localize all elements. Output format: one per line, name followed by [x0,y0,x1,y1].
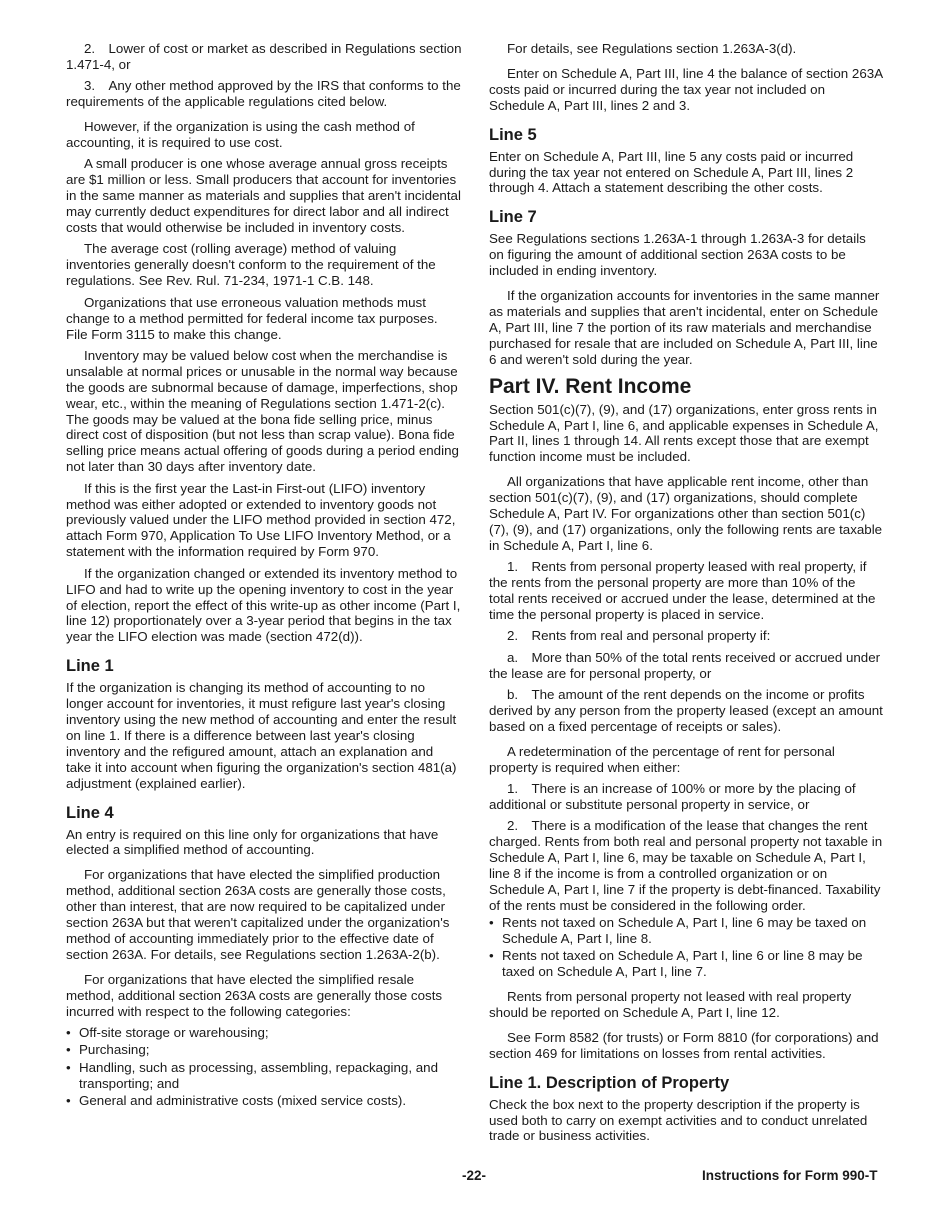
paragraph: All organizations that have applicable rent income, other than section 501(c)(7), (9), and (17) organizations, should complete Schedule A, Part IV. For organizations other than section 501(c) (7), (9), and (17) organizations, only the following rents are taxable in Schedule A, Part I, line 6. [489,474,883,553]
paragraph: Enter on Schedule A, Part III, line 5 any costs paid or incurred during the tax year not entered on Schedule A, Part III, lines 2 through 4. Attach a statement describing the other costs. [489,148,854,196]
bullet-item: • Purchasing; [66,1042,462,1058]
paragraph: 2. There is a modification of the lease that changes the rent charged. Rents from both real and personal property not taxable in Schedule A, Part I, line 6, may be taxable on Schedule A, Part I, line 8 if the income is from a controlled organization or on Schedule A, Part I, line 7 if the property is debt-financed. Taxability of the rents must be considered in the following order. [489,818,883,913]
paragraph: A redetermination of the percentage of rent for personal property is required when either: [489,743,835,775]
paragraph: For organizations that have elected the simplified resale method, additional section 263A costs are generally those costs incurred with respect to the following categories: [66,971,443,1019]
paragraph: Enter on Schedule A, Part III, line 4 the balance of section 263A costs paid or incurred during the tax year not included on Schedule A, Part III, lines 2 and 3. [489,65,883,113]
heading-part-iv: Part IV. Rent Income [489,374,692,398]
paragraph: Section 501(c)(7), (9), and (17) organizations, enter gross rents in Schedule A, Part I, line 6, and applicable expenses in Schedule A, Part II, lines 1 through 14. All rents except those that are exempt function income must be included. [489,401,879,465]
bullet-item: • Rents not taxed on Schedule A, Part I, line 6 or line 8 may be taxed on Schedule A, Part I, line 7. [489,948,884,980]
paragraph: a. More than 50% of the total rents received or accrued under the lease are for personal property, or [489,649,881,681]
form-title: Instructions for Form 990-T [702,1168,878,1183]
heading-line-1-description: Line 1. Description of Property [489,1073,730,1092]
paragraph: 2. Rents from real and personal property if: [507,628,771,644]
right-column [489,41,884,1150]
paragraph: Inventory may be valued below cost when the merchandise is unsalable at normal prices or unusable in the normal way because the goods are subnormal because of damage, imperfections, shop wear, etc., within the meaning of Regulations section 1.471-2(c). The goods may be valued at the bona fide selling price, minus direct cost of disposition (but not less than scrap value). Bona fide selling price means actual offering of goods during a period ending not later than 30 days after inventory date. [66,347,459,475]
paragraph: If the organization changed or extended its inventory method to LIFO and had to write up the opening inventory to cost in the year of election, report the effect of this write-up as other income (Part I, line 12) proportionately over a 3-year period that begins in the tax year the LIFO election was made (section 472(d)). [66,565,461,645]
bullet-item: • Handling, such as processing, assembling, repackaging, and transporting; and [66,1060,462,1092]
paragraph: The average cost (rolling average) method of valuing inventories generally doesn't conform to the requirement of the regulations. See Rev. Rul. 71-234, 1971-1 C.B. 148. [66,241,436,289]
paragraph: An entry is required on this line only for organizations that have elected a simplified method of accounting. [66,826,439,858]
paragraph: For organizations that have elected the simplified production method, additional section 263A costs are generally those costs, other than interest, that are now required to be capitalized under section 263A but that weren't capitalized under the organization's method of accounting immediately prior to the effective date of section 263A. For details, see Regulations section 1.263A-2(b). [66,867,450,962]
heading-line-4: Line 4 [66,803,114,822]
paragraph: See Form 8582 (for trusts) or Form 8810 (for corporations) and section 469 for limitations on losses from rental activities. [489,1029,879,1061]
bullet-item: • Off-site storage or warehousing; [66,1025,462,1041]
paragraph: 1. There is an increase of 100% or more by the placing of additional or substitute personal property in service, or [489,781,856,813]
paragraph: 3. Any other method approved by the IRS that conforms to the requirements of the applicable regulations cited below. [66,78,461,110]
paragraph: If this is the first year the Last-in First-out (LIFO) inventory method was either adopted or extended to inventory goods not previously valued under the LIFO method provided in section 472, attach Form 970, Application To Use LIFO Inventory Method, or a statement with the information required by Form 970. [66,480,456,560]
heading-line-5: Line 5 [489,125,537,144]
paragraph: A small producer is one whose average annual gross receipts are $1 million or less. Small producers that account for inventories in the same manner as materials and supplies that aren't incidental may currently deduct expenditures for direct labor and all indirect costs that would otherwise be included in inventory costs. [66,156,461,236]
paragraph: 2. Lower of cost or market as described in Regulations section 1.471-4, or [66,41,462,72]
heading-line-1: Line 1 [66,657,114,676]
paragraph: Rents from personal property not leased with real property should be reported on Schedule A, Part I, line 12. [489,989,852,1020]
bullet-item: • Rents not taxed on Schedule A, Part I, line 6 may be taxed on Schedule A, Part I, line 8. [489,915,884,947]
paragraph: Check the box next to the property description if the property is used both to carry on exempt activities and to conduct unrelated trade or business activities. [489,1096,868,1144]
paragraph: If the organization accounts for inventories in the same manner as materials and supplies that aren't incidental, enter on Schedule A, Part III, line 7 the portion of its raw materials and merchandise purchased for resale that are included on Schedule A, Part III, line 6 and weren't sold during the year. [489,288,880,367]
paragraph: See Regulations sections 1.263A-1 through 1.263A-3 for details on figuring the amount of additional section 263A costs to be included in ending inventory. [489,231,866,279]
paragraph: For details, see Regulations section 1.263A-3(d). [507,41,797,56]
left-column [66,41,462,1111]
paragraph: If the organization is changing its method of accounting to no longer account for inventories, it must refigure last year's closing inventory using the new method of accounting and enter the result on line 1. If there is a difference between last year's closing inventory and the refigured amount, attach an explanation and take it into account when figuring the organization's section 481(a) adjustment (explained earlier). [66,680,457,791]
paragraph: However, if the organization is using the cash method of accounting, it is required to use cost. [66,119,415,151]
page-number: -22- [462,1168,487,1183]
paragraph: 1. Rents from personal property leased with real property, if the rents from the personal property are more than 10% of the total rents received or accrued under the lease, determined at the time the personal property is placed in service. [489,559,876,622]
bullet-item: • General and administrative costs (mixed service costs). [66,1093,462,1109]
paragraph: Organizations that use erroneous valuation methods must change to a method permitted for federal income tax purposes. File Form 3115 to make this change. [66,294,438,342]
paragraph: b. The amount of the rent depends on the income or profits derived by any person from the property leased (except an amount based on a fixed percentage of receipts or sales). [489,687,883,734]
heading-line-7: Line 7 [489,208,537,227]
